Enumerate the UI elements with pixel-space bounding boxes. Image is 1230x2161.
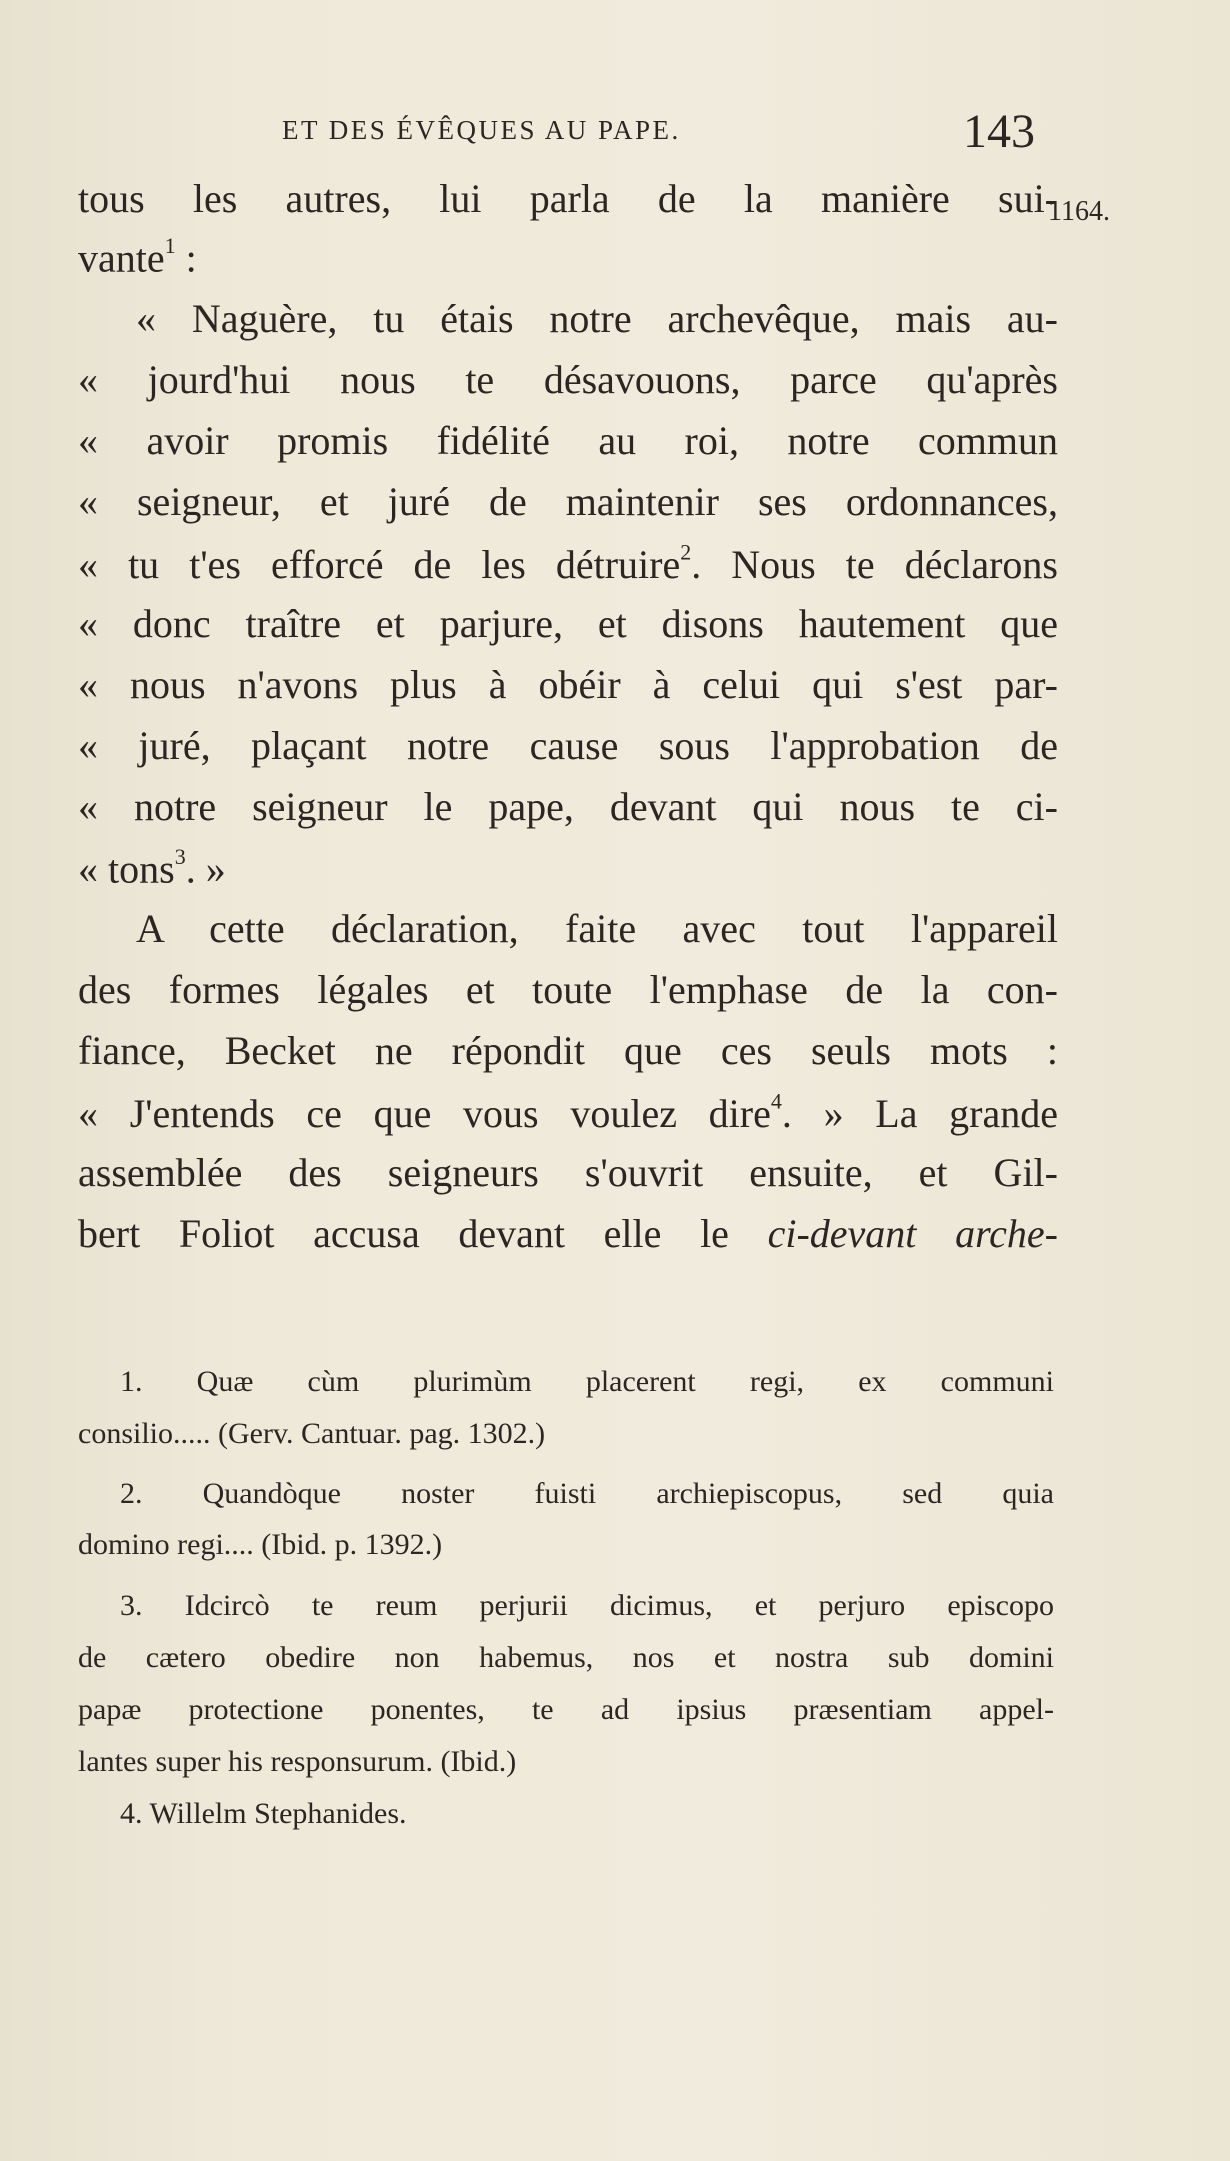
text-line: fiance, Becket ne répondit que ces seuls mots :: [78, 1028, 1058, 1073]
footnote-ref: 2: [680, 539, 692, 564]
footnote-number: 4.: [120, 1797, 143, 1830]
footnote-ref: 4: [770, 1088, 782, 1113]
margin-year-note: 1164.: [1048, 196, 1110, 227]
text-line: « tu t'es efforcé de les détruire$^2$. Nous te déclarons: [78, 539, 1058, 587]
footnote-number: 1.: [120, 1365, 143, 1398]
running-title: ET DES ÉVÊQUES AU PAPE.: [282, 115, 681, 145]
footnote-1: 1. Quæ cùm plurimùm placerent regi, ex communi: [120, 1365, 1055, 1398]
text-line: vante$^1$ :: [78, 233, 197, 281]
text-line: tous les autres, lui parla de la manière sui-: [78, 176, 1058, 221]
footnote-line: lantes super his responsurum. (Ibid.): [78, 1745, 517, 1778]
text-line: « Naguère, tu étais notre archevêque, mais au-: [136, 296, 1058, 341]
page-number: 143: [963, 105, 1035, 158]
footnote-4: 4. Willelm Stephanides.: [120, 1797, 407, 1830]
text-line: « donc traître et parjure, et disons hautement que: [78, 601, 1058, 646]
text-line: « J'entends ce que vous voulez dire$^4$. » La grande: [78, 1088, 1059, 1136]
text-line: A cette déclaration, faite avec tout l'appareil: [136, 906, 1058, 951]
footnote-line: consilio..... (Gerv. Cantuar. pag. 1302.): [78, 1417, 546, 1450]
text-line: « notre seigneur le pape, devant qui nous te ci-: [78, 784, 1058, 829]
footnote-line: papæ protectione ponentes, te ad ipsius præsentiam appel-: [78, 1693, 1054, 1726]
page-header: [0, 0, 1230, 170]
footnote-number: 2.: [120, 1477, 143, 1510]
text-line: « jourd'hui nous te désavouons, parce qu'après: [78, 357, 1058, 402]
footnote-ref: 3: [174, 844, 186, 869]
footnote-line: de cætero obedire non habemus, nos et nostra sub domini: [78, 1641, 1054, 1674]
text-line: « seigneur, et juré de maintenir ses ordonnances,: [78, 479, 1058, 524]
footnote-line: domino regi.... (Ibid. p. 1392.): [78, 1528, 443, 1561]
text-line: « tons$^3$. »: [78, 844, 226, 892]
text-line: bert Foliot accusa devant elle le ci-devant arche-: [78, 1211, 1058, 1256]
text-line: « nous n'avons plus à obéir à celui qui s'est par-: [78, 662, 1058, 707]
text-line: des formes légales et toute l'emphase de la con-: [78, 967, 1058, 1012]
text-line: « juré, plaçant notre cause sous l'approbation de: [78, 723, 1058, 768]
text-line: « avoir promis fidélité au roi, notre commun: [78, 418, 1058, 463]
text-line: assemblée des seigneurs s'ouvrit ensuite, et Gil-: [78, 1150, 1058, 1195]
footnote-ref: 1: [164, 233, 176, 258]
footnote-3: 3. Idcircò te reum perjurii dicimus, et perjuro episcopo: [120, 1589, 1054, 1622]
footnote-2: 2. Quandòque noster fuisti archiepiscopus, sed quia: [120, 1477, 1054, 1510]
footnote-number: 3.: [120, 1589, 143, 1622]
